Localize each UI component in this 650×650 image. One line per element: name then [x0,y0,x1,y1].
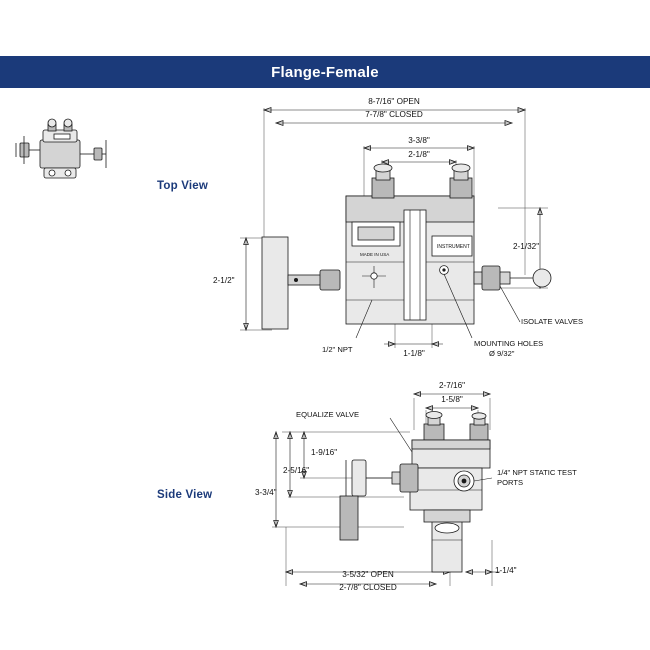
top-view-geometry [240,108,551,348]
side-view-geometry [272,392,500,587]
dim-top-3-3-8: 3-3/8" [408,136,430,145]
callout-isolate-valves: ISOLATE VALVES [521,317,584,326]
dim-side-2-5-16: 2-5/16" [283,466,310,475]
dim-top-1-1-8: 1-1/8" [403,349,425,358]
callout-mounting-holes-line2: Ø 9/32" [489,349,515,358]
dim-side-1-9-16: 1-9/16" [311,448,338,457]
dim-top-2-1-32: 2-1/32" [513,242,540,251]
body-text-instrument: INSTRUMENT [437,244,470,250]
dim-top-2-1-8: 2-1/8" [408,150,430,159]
dim-side-1-1-4: 1-1/4" [495,566,517,575]
top-view-label: Top View [157,180,209,192]
dim-side-1-5-8: 1-5/8" [441,395,463,404]
dim-side-closed: 2-7/8" CLOSED [339,583,397,592]
side-view-label: Side View [157,489,213,501]
body-text-made-in-usa: MADE IN USA [360,252,390,257]
dim-side-open: 3-5/32" OPEN [342,570,394,579]
callout-static-ports-line2: PORTS [497,478,524,487]
callout-mounting-holes-line1: MOUNTING HOLES [474,339,544,348]
callout-npt: 1/2" NPT [322,345,353,354]
dim-top-open: 8-7/16" OPEN [368,97,420,106]
callout-static-ports-line1: 1/4" NPT STATIC TEST [497,468,577,477]
callout-equalize-valve: EQUALIZE VALVE [296,410,360,419]
page-title: Flange-Female [271,63,379,81]
dim-side-2-7-16: 2-7/16" [438,381,466,390]
dim-top-2-1-2: 2-1/2" [213,276,235,285]
dim-top-closed: 7-7/8" CLOSED [365,110,423,119]
dim-side-3-3-4: 3-3/4" [255,488,277,497]
